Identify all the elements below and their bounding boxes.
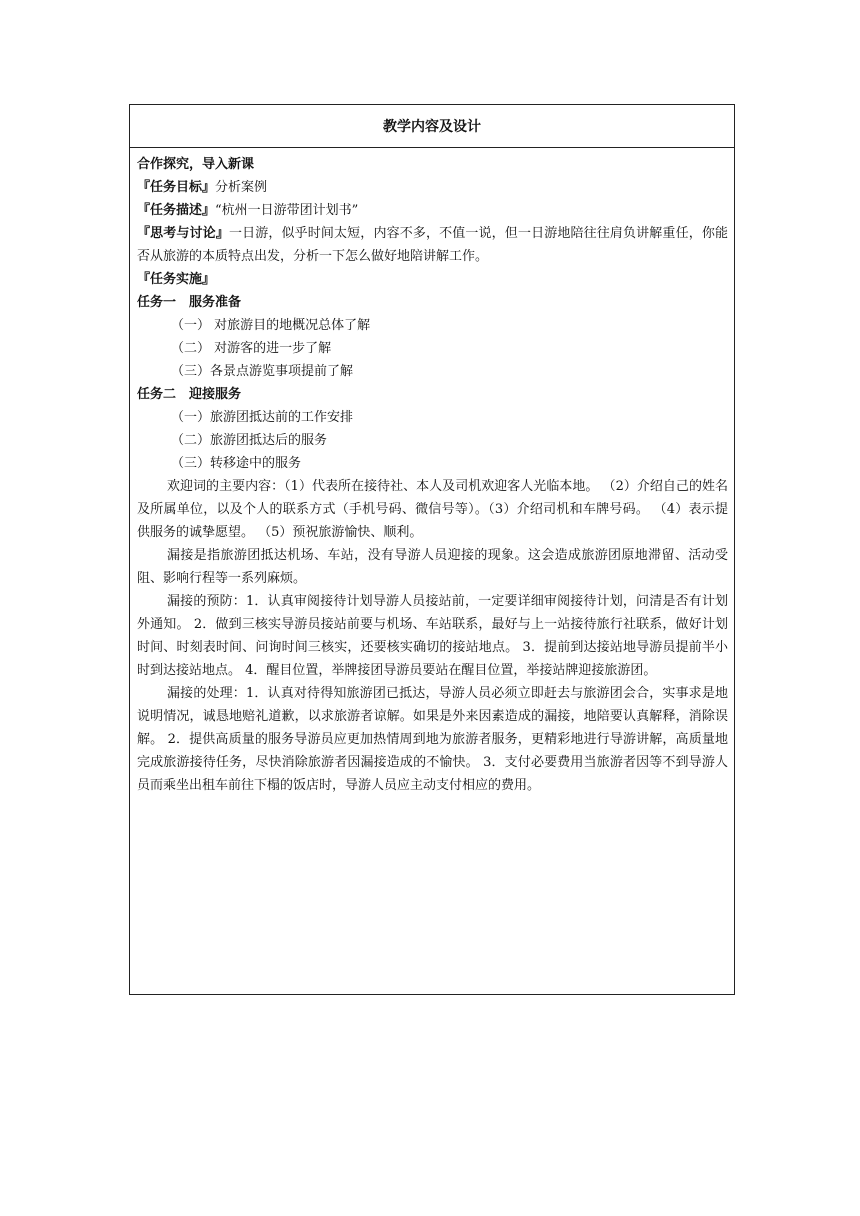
table-content bbox=[130, 148, 734, 797]
paragraph-missed-prevention: 漏接的预防：1．认真审阅接待计划导游人员接站前，一定要详细审阅接待计划，问清是否有计划外通知。 2．做到三核实导游员接站前要与机场、车站联系，最好与上一站接待旅行社联系，做好计划时间、时刻表时间、问询时间三核实，还要核实确切的接站地点。 3．提前到达接站地导游员提前半小时到达接站地点。 4．醒目位置，举牌接团导游员要站在醒目位置，举接站牌迎接旅游团。 bbox=[137, 594, 728, 678]
task-desc-text: “杭州一日游带团计划书” bbox=[215, 203, 359, 218]
task1-item: （二） 对游客的进一步了解 bbox=[171, 341, 332, 356]
task2-item: （一）旅游团抵达前的工作安排 bbox=[171, 410, 354, 425]
task2-item: （三）转移途中的服务 bbox=[171, 456, 302, 471]
header-title: 教学内容及设计 bbox=[383, 119, 481, 135]
table-header bbox=[130, 105, 734, 148]
task2-title: 任务二 迎接服务 bbox=[137, 387, 242, 402]
task-goal-text: 分析案例 bbox=[215, 180, 268, 195]
paragraph-missed-definition: 漏接是指旅游团抵达机场、车站，没有导游人员迎接的现象。这会造成旅游团原地滞留、活动受阻、影响行程等一系列麻烦。 bbox=[137, 548, 728, 586]
task-desc bbox=[137, 199, 728, 222]
paragraph-missed-handling: 漏接的处理：1．认真对待得知旅游团已抵达，导游人员必须立即赶去与旅游团会合，实事求是地说明情况，诚恳地赔礼道歉，以求旅游者谅解。如果是外来因素造成的漏接，地陪要认真解释，消除误解。 2．提供高质量的服务导游员应更加热情周到地为旅游者服务，更精彩地进行导游讲解，高质量地完成旅游接待任务，尽快消除旅游者因漏接造成的不愉快。 3．支付必要费用当旅游者因等不到导游人员而乘坐出租车前往下榻的饭店时，导游人员应主动支付相应的费用。 bbox=[137, 686, 728, 793]
discussion bbox=[137, 222, 728, 268]
task1-title: 任务一 服务准备 bbox=[137, 295, 242, 310]
task2-item: （二）旅游团抵达后的服务 bbox=[171, 433, 328, 448]
task-goal-label: 『任务目标』 bbox=[137, 180, 216, 195]
task-desc-label: 『任务描述』 bbox=[137, 203, 216, 218]
section-title: 合作探究，导入新课 bbox=[137, 157, 255, 172]
discussion-label: 『思考与讨论』 bbox=[137, 226, 229, 241]
lesson-table bbox=[129, 104, 735, 995]
discussion-text: 一日游，似乎时间太短，内容不多，不值一说，但一日游地陪往往肩负讲解重任，你能否从旅游的本质特点出发，分析一下怎么做好地陪讲解工作。 bbox=[137, 226, 728, 264]
impl-label: 『任务实施』 bbox=[137, 272, 216, 287]
task1-item: （三）各景点游览事项提前了解 bbox=[171, 364, 354, 379]
paragraph-welcome: 欢迎词的主要内容：（1）代表所在接待社、本人及司机欢迎客人光临本地。 （2）介绍自己的姓名及所属单位，以及个人的联系方式（手机号码、微信号等）。（3）介绍司机和车牌号码。 （4）表示提供服务的诚挚愿望。 （5）预祝旅游愉快、顺利。 bbox=[137, 479, 728, 540]
task1-item: （一） 对旅游目的地概况总体了解 bbox=[171, 318, 371, 333]
task-goal bbox=[137, 176, 728, 199]
